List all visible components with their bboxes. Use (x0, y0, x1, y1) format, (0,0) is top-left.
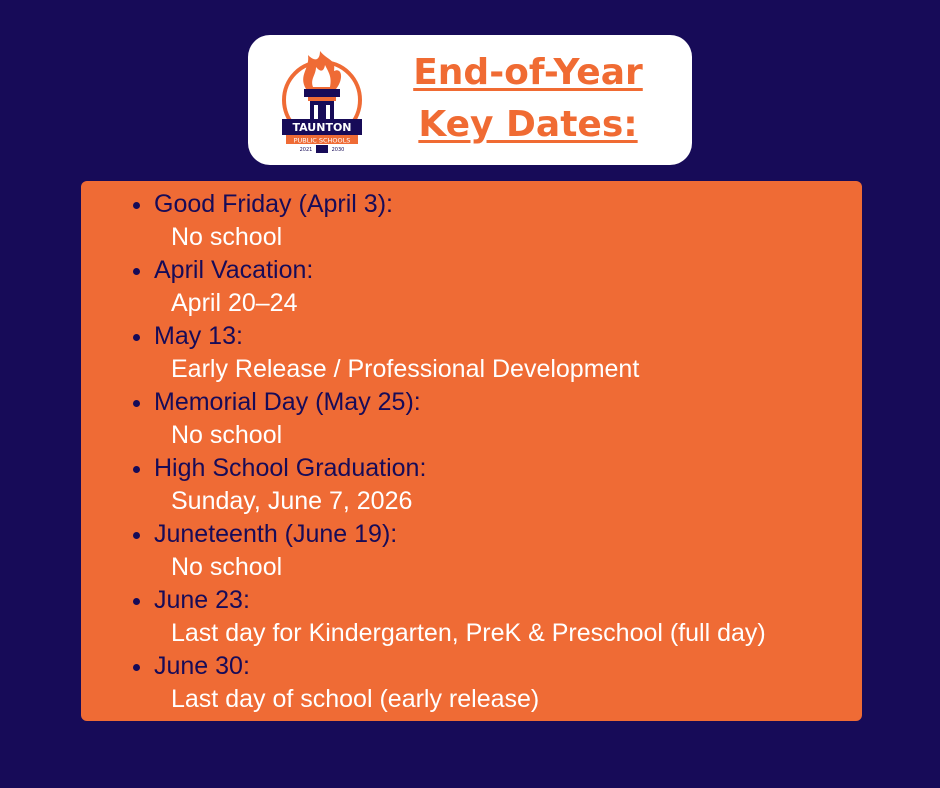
bullet-icon (133, 466, 140, 473)
item-date: June 23: (154, 586, 250, 614)
item-date: Good Friday (April 3): (154, 190, 393, 218)
item-detail: No school (171, 223, 283, 251)
bullet-icon (133, 202, 140, 209)
torch-logo-icon (276, 45, 368, 155)
logo-banner-text: TAUNTON (292, 121, 352, 134)
item-date: High School Graduation: (154, 454, 427, 482)
bullet-icon (133, 268, 140, 275)
logo-subtitle-text: PUBLIC SCHOOLS (293, 136, 351, 145)
item-date: May 13: (154, 322, 243, 350)
item-detail: Sunday, June 7, 2026 (171, 487, 413, 515)
item-detail: Last day of school (early release) (171, 685, 540, 713)
title-line-2: Key Dates: (418, 104, 638, 145)
key-dates-panel (81, 181, 862, 721)
item-date: Memorial Day (May 25): (154, 388, 421, 416)
item-date: Juneteenth (June 19): (154, 520, 398, 548)
bullet-icon (133, 532, 140, 539)
logo-year-left: 2021 (299, 147, 313, 153)
bullet-icon (133, 598, 140, 605)
bullet-icon (133, 400, 140, 407)
item-date: June 30: (154, 652, 250, 680)
item-detail: Last day for Kindergarten, PreK & Preschool (full day) (171, 619, 766, 647)
logo-year-right: 2030 (331, 147, 345, 153)
item-detail: No school (171, 553, 283, 581)
item-date: April Vacation: (154, 256, 314, 284)
item-detail: Early Release / Professional Development (171, 355, 640, 383)
bullet-icon (133, 664, 140, 671)
item-detail: April 20–24 (171, 289, 298, 317)
title-line-1: End-of-Year (413, 52, 643, 93)
title-card (248, 35, 692, 165)
page-title (383, 47, 673, 151)
item-detail: No school (171, 421, 283, 449)
bullet-icon (133, 334, 140, 341)
